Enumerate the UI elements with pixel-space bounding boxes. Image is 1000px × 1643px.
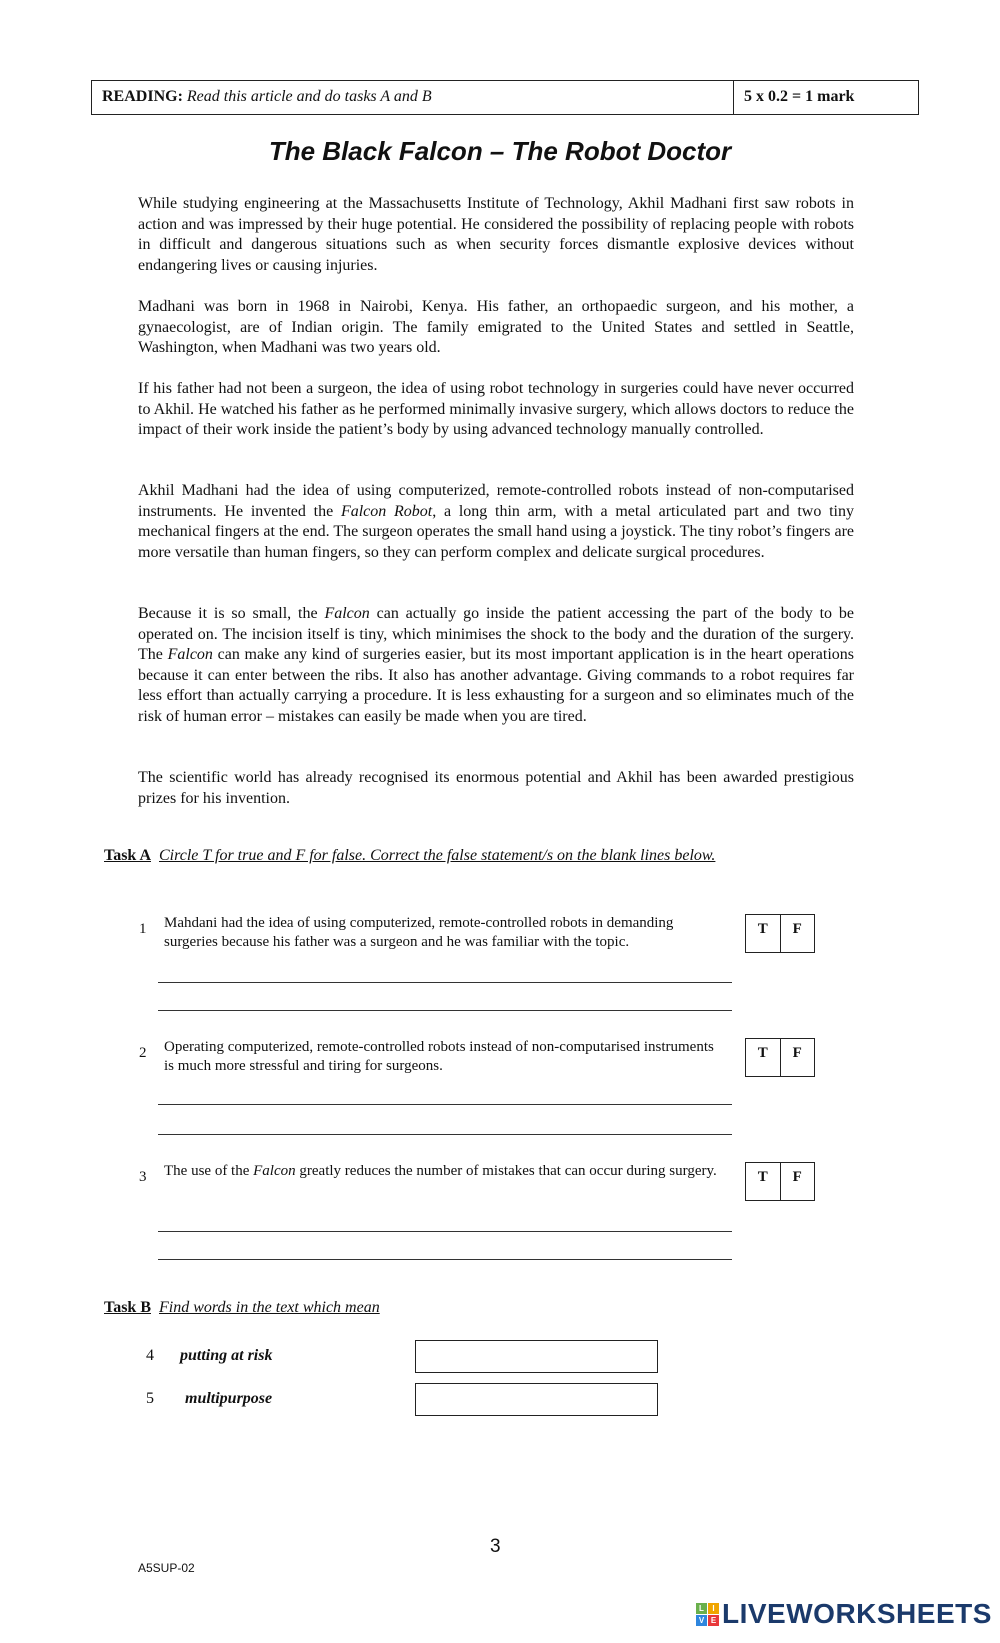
item-number: 4 bbox=[146, 1347, 154, 1364]
question-text: Operating computerized, remote-controlled robots instead of non-computarised instruments is much more stressful and tiring for surgeons. bbox=[164, 1039, 714, 1074]
header-label: READING: bbox=[102, 88, 183, 105]
logo-icon bbox=[696, 1603, 719, 1626]
true-option[interactable]: T bbox=[746, 1039, 781, 1076]
question-text: Mahdani had the idea of using computerized, remote-controlled robots in demanding surgeries because his father was a surgeon and he was familiar with the topic. bbox=[164, 915, 674, 950]
answer-line[interactable] bbox=[158, 1231, 732, 1232]
task-b-label: Task B bbox=[104, 1299, 151, 1316]
page-number: 3 bbox=[490, 1536, 501, 1557]
header-instruction-text: Read this article and do tasks A and B bbox=[186, 88, 432, 105]
logo-letter: V bbox=[696, 1615, 707, 1626]
word-definition: multipurpose bbox=[185, 1390, 273, 1407]
document-code: A5SUP-02 bbox=[138, 1561, 195, 1575]
question-number: 3 bbox=[139, 1169, 147, 1185]
article-title: The Black Falcon – The Robot Doctor bbox=[268, 136, 732, 166]
answer-line[interactable] bbox=[158, 1134, 732, 1135]
true-false-selector bbox=[745, 914, 815, 953]
logo-text: LIVEWORKSHEETS bbox=[722, 1598, 992, 1629]
paragraph-2: Madhani was born in 1968 in Nairobi, Kenya. His father, an orthopaedic surgeon, and his mother, a gynaecologist, are of Indian origin. The family emigrated to the United States and settled in Seattle, Washington, when Madhani was two years old. bbox=[138, 298, 854, 357]
answer-input[interactable] bbox=[415, 1383, 658, 1416]
true-option[interactable]: T bbox=[746, 915, 781, 952]
word-definition: putting at risk bbox=[180, 1347, 273, 1364]
paragraph-5: Because it is so small, the Falcon can actually go inside the patient accessing the part of the body to be operated on. The incision itself is tiny, which minimises the shock to the body and the duration of the surgery. The Falcon can make any kind of surgeries easier, but its most important application is in the heart operations because it can enter between the ribs. It also has another advantage. Giving commands to a robot requires far less effort than actually carrying a procedure. It is less exhausting for a surgeon and so eliminates much of the risk of human error – mistakes can easily be made when you are tired. bbox=[138, 605, 855, 725]
true-option[interactable]: T bbox=[746, 1163, 781, 1200]
paragraph-4: Akhil Madhani had the idea of using computerized, remote-controlled robots instead of non-computarised instruments. He invented the Falcon Robot, a long thin arm, with a metal articulated part and two tiny mechanical fingers at the end. The surgeon operates the small hand using a joystick. The tiny robot’s fingers are more versatile than human fingers, so they can perform complex and delicate surgical procedures. bbox=[138, 482, 854, 561]
task-a-heading bbox=[104, 847, 715, 865]
header-instruction bbox=[92, 81, 734, 114]
question-number: 2 bbox=[139, 1045, 147, 1061]
paragraph-6: The scientific world has already recognised its enormous potential and Akhil has been awarded prestigious prizes for his invention. bbox=[138, 769, 854, 807]
paragraph-3: If his father had not been a surgeon, the idea of using robot technology in surgeries could have never occurred to Akhil. He watched his father as he performed minimally invasive surgery, which allows doctors to reduce the impact of their work inside the patient’s body by using advanced technology manually controlled. bbox=[138, 380, 854, 439]
question-text: The use of the Falcon greatly reduces the number of mistakes that can occur during surgery. bbox=[164, 1163, 717, 1179]
answer-line[interactable] bbox=[158, 982, 732, 983]
logo-letter: L bbox=[696, 1603, 707, 1614]
task-a-label: Task A bbox=[104, 847, 151, 864]
answer-line[interactable] bbox=[158, 1010, 732, 1011]
header-box bbox=[91, 80, 919, 115]
false-option[interactable]: F bbox=[792, 1045, 802, 1061]
task-b-instruction: Find words in the text which mean bbox=[159, 1299, 380, 1316]
logo-letter: E bbox=[708, 1615, 719, 1626]
logo-letter: I bbox=[708, 1603, 719, 1614]
true-false-selector bbox=[745, 1162, 815, 1201]
false-option[interactable]: F bbox=[792, 921, 802, 937]
answer-line[interactable] bbox=[158, 1104, 732, 1105]
answer-input[interactable] bbox=[415, 1340, 658, 1373]
header-marks: 5 x 0.2 = 1 mark bbox=[744, 88, 855, 105]
item-number: 5 bbox=[146, 1390, 154, 1407]
answer-line[interactable] bbox=[158, 1259, 732, 1260]
true-false-selector bbox=[745, 1038, 815, 1077]
task-a-instruction: Circle T for true and F for false. Correct the false statement/s on the blank lines below. bbox=[159, 847, 716, 864]
paragraph-1: While studying engineering at the Massachusetts Institute of Technology, Akhil Madhani first saw robots in action and was impressed by their huge potential. He considered the possibility of replacing people with robots in difficult and dangerous situations such as when security forces dismantle explosive devices without endangering lives or causing injuries. bbox=[138, 195, 854, 274]
task-b-heading bbox=[104, 1299, 380, 1317]
false-option[interactable]: F bbox=[792, 1169, 802, 1185]
question-number: 1 bbox=[139, 921, 147, 937]
liveworksheets-logo bbox=[696, 1598, 992, 1630]
